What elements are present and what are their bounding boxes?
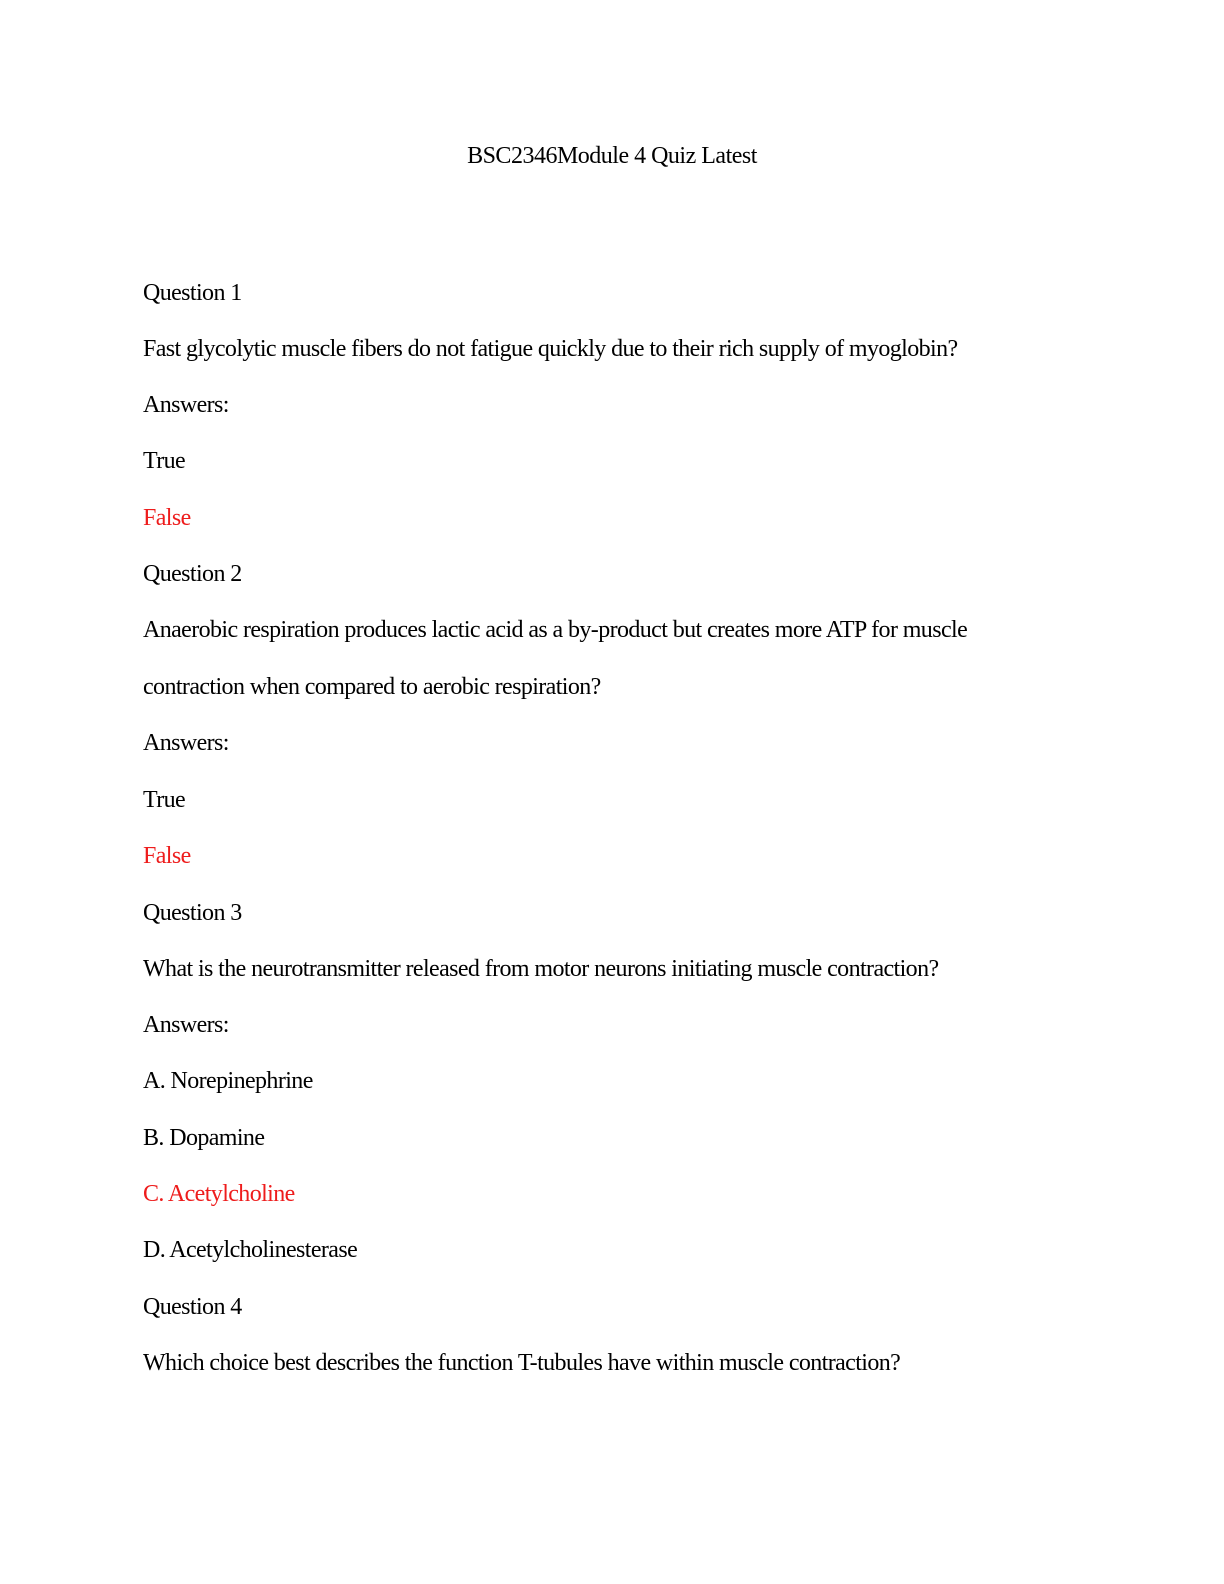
question-3-option-a: A. Norepinephrine — [143, 1068, 313, 1094]
question-3-option-c-correct: C. Acetylcholine — [143, 1181, 295, 1207]
question-3-option-b: B. Dopamine — [143, 1125, 265, 1151]
question-4-text: Which choice best describes the function T-tubules have within muscle contraction? — [143, 1350, 901, 1376]
question-1-text: Fast glycolytic muscle fibers do not fatigue quickly due to their rich supply of myoglobin? — [143, 336, 958, 362]
question-1-option-false-correct: False — [143, 505, 191, 531]
question-1-answers-label: Answers: — [143, 392, 229, 418]
question-2-text-line-2: contraction when compared to aerobic respiration? — [143, 674, 601, 700]
question-3-option-d: D. Acetylcholinesterase — [143, 1237, 358, 1263]
question-3-text: What is the neurotransmitter released from motor neurons initiating muscle contraction? — [143, 956, 939, 982]
question-3-heading: Question 3 — [143, 900, 242, 926]
question-2-option-true: True — [143, 787, 186, 813]
question-2-option-false-correct: False — [143, 843, 191, 869]
question-2-heading: Question 2 — [143, 561, 242, 587]
question-2-answers-label: Answers: — [143, 730, 229, 756]
question-3-answers-label: Answers: — [143, 1012, 229, 1038]
question-4-heading: Question 4 — [143, 1294, 242, 1320]
question-2-text-line-1: Anaerobic respiration produces lactic acid as a by-product but creates more ATP for muscle — [143, 617, 968, 643]
question-1-option-true: True — [143, 448, 186, 474]
question-1-heading: Question 1 — [143, 280, 242, 306]
document-title: BSC2346Module 4 Quiz Latest — [467, 143, 757, 169]
